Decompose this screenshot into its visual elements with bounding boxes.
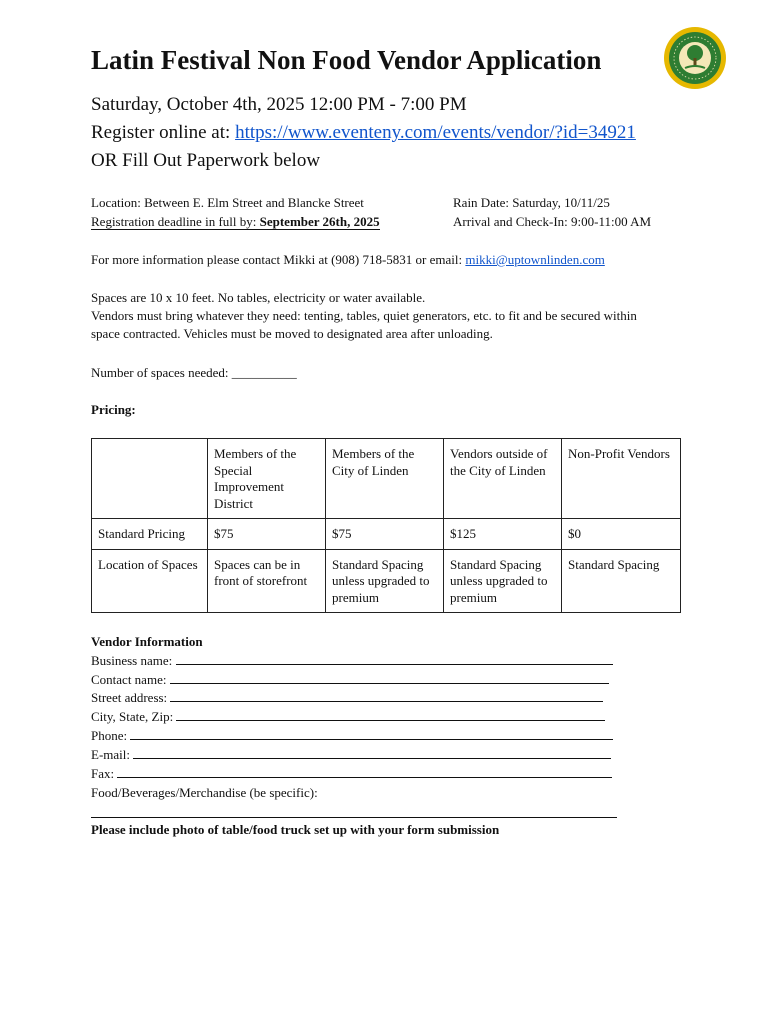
deadline-prefix: Registration deadline in full by: <box>91 214 260 229</box>
contact-name-label: Contact name: <box>91 672 167 687</box>
rain-date: Rain Date: Saturday, 10/11/25 <box>453 195 610 210</box>
city-of-linden-seal-icon <box>663 26 727 90</box>
arrival-time: Arrival and Check-In: 9:00-11:00 AM <box>453 214 652 229</box>
email-label: E-mail: <box>91 747 130 762</box>
table-cell <box>92 439 208 519</box>
city-state-zip-field[interactable] <box>91 709 605 725</box>
table-row <box>92 439 681 519</box>
table-row <box>92 519 681 550</box>
table-cell: Standard Spacing unless upgraded to premium <box>444 549 562 613</box>
deadline-line <box>91 214 380 230</box>
fax-field[interactable] <box>91 766 612 782</box>
city-state-zip-label: City, State, Zip: <box>91 709 174 724</box>
location-text: Location: Between E. Elm Street and Blancke Street <box>91 195 364 210</box>
goods-input[interactable] <box>91 817 617 818</box>
photo-note: Please include photo of table/food truck set up with your form submission <box>91 822 500 837</box>
street-address-label: Street address: <box>91 690 168 705</box>
table-cell: $125 <box>444 519 562 550</box>
table-header-cell: Members of the Special Improvement District <box>208 439 326 519</box>
paperwork-line: OR Fill Out Paperwork below <box>91 150 321 171</box>
business-name-field[interactable] <box>91 653 613 669</box>
email-field[interactable] <box>91 747 611 763</box>
contact-prefix: For more information please contact Mikki at (908) 718-5831 or email: <box>91 252 466 267</box>
city-state-zip-input[interactable] <box>176 719 605 721</box>
street-address-input[interactable] <box>170 700 603 702</box>
page-title: Latin Festival Non Food Vendor Application <box>91 45 602 75</box>
rules-line-3: space contracted. Vehicles must be moved to designated area after unloading. <box>91 326 493 341</box>
deadline-block <box>91 215 380 230</box>
table-header-cell: Non-Profit Vendors <box>562 439 681 519</box>
register-link[interactable]: https://www.eventeny.com/events/vendor/?id=34921 <box>235 122 636 143</box>
table-cell: $75 <box>326 519 444 550</box>
table-header-cell: Vendors outside of the City of Linden <box>444 439 562 519</box>
event-date: Saturday, October 4th, 2025 12:00 PM - 7:00 PM <box>91 94 467 115</box>
contact-name-input[interactable] <box>170 682 609 684</box>
phone-label: Phone: <box>91 728 128 743</box>
table-row <box>92 549 681 613</box>
street-address-field[interactable] <box>91 690 603 706</box>
email-input[interactable] <box>133 757 611 759</box>
business-name-label: Business name: <box>91 653 173 668</box>
table-header-cell: Members of the City of Linden <box>326 439 444 519</box>
table-cell: Standard Spacing unless upgraded to premium <box>326 549 444 613</box>
contact-email-link[interactable]: mikki@uptownlinden.com <box>465 252 605 267</box>
table-row-label: Location of Spaces <box>92 549 208 613</box>
table-cell: Standard Spacing <box>562 549 681 613</box>
vendor-info-heading: Vendor Information <box>91 634 203 649</box>
rules-line-1: Spaces are 10 x 10 feet. No tables, electricity or water available. <box>91 290 426 305</box>
fax-input[interactable] <box>117 776 612 778</box>
phone-field[interactable] <box>91 728 613 744</box>
contact-name-field[interactable] <box>91 672 609 688</box>
phone-input[interactable] <box>130 738 613 740</box>
register-line <box>91 122 636 144</box>
register-prefix: Register online at: <box>91 122 236 143</box>
pricing-table <box>91 438 681 613</box>
table-cell: $75 <box>208 519 326 550</box>
pricing-heading: Pricing: <box>91 402 136 417</box>
spaces-needed: Number of spaces needed: __________ <box>91 365 297 380</box>
deadline-date: September 26th, 2025 <box>259 214 380 229</box>
table-cell: $0 <box>562 519 681 550</box>
goods-field-label: Food/Beverages/Merchandise (be specific): <box>91 785 318 800</box>
fax-label: Fax: <box>91 766 115 781</box>
business-name-input[interactable] <box>176 663 613 665</box>
table-cell: Spaces can be in front of storefront <box>208 549 326 613</box>
table-row-label: Standard Pricing <box>92 519 208 550</box>
rules-line-2: Vendors must bring whatever they need: tenting, tables, quiet generators, etc. to fit and be secured within <box>91 308 637 323</box>
contact-line <box>91 252 605 268</box>
